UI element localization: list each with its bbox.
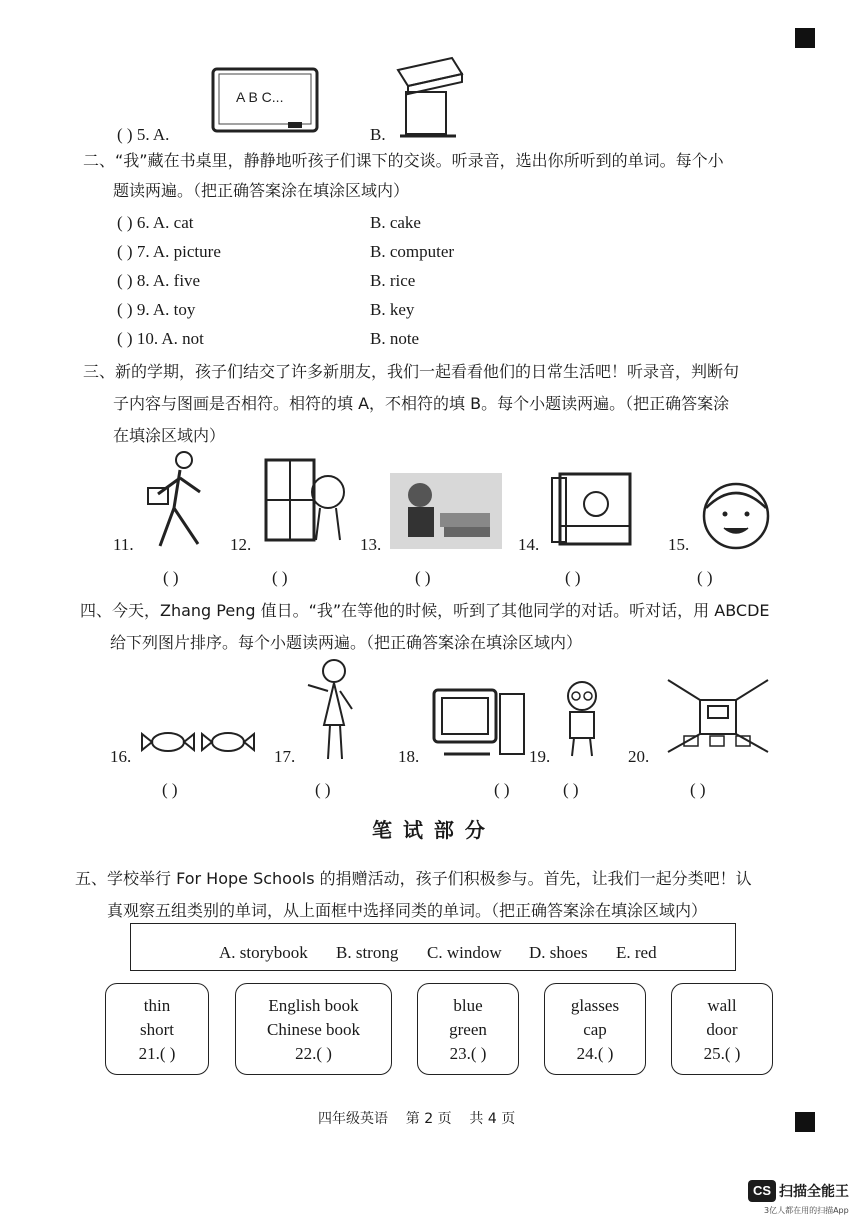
- walking-man-picture: [140, 448, 222, 552]
- q8-option-a: ( ) 8. A. five: [117, 271, 201, 290]
- q11-answer-blank[interactable]: ( ): [163, 568, 179, 587]
- teacher-picture: [300, 655, 370, 763]
- word-option-b: B. strong: [336, 943, 399, 962]
- q21-answer-blank[interactable]: 21.( ): [138, 1044, 176, 1063]
- word-bank-box: [130, 923, 736, 971]
- word-option-a: A. storybook: [219, 943, 308, 962]
- q17-number: 17.: [274, 747, 296, 766]
- q16-number: 16.: [110, 747, 132, 766]
- written-section-title: 笔 试 部 分: [372, 818, 487, 842]
- section3-heading-line2: 子内容与图画是否相符。相符的填 A，不相符的填 B。每个小题读两遍。（把正确答案涂: [113, 394, 730, 413]
- q9-option-a: ( ) 9. A. toy: [117, 300, 196, 319]
- section3-heading-line1: 三、新的学期，孩子们结交了许多新朋友，我们一起看看他们的日常生活吧！听录音，判断句: [83, 362, 740, 381]
- q13-number: 13.: [360, 535, 382, 554]
- q15-answer-blank[interactable]: ( ): [697, 568, 713, 587]
- category-box-21: [105, 983, 209, 1075]
- board-text: A B C...: [236, 89, 284, 105]
- corner-marker-bottom: [795, 1112, 815, 1132]
- q12-answer-blank[interactable]: ( ): [272, 568, 288, 587]
- q10-option-a: ( ) 10. A. not: [117, 329, 204, 348]
- section5-heading-line1: 五、学校举行 For Hope Schools 的捐赠活动，孩子们积极参与。首先，让我们一起分类吧！认: [75, 869, 752, 888]
- section4-heading-line1: 四、今天，Zhang Peng 值日。“我”在等他的时候，听到了其他同学的对话。听对话，用 ABCDE: [80, 601, 770, 620]
- q14-number: 14.: [518, 535, 540, 554]
- page-footer: 四年级英语 第 2 页 共 4 页: [318, 1111, 516, 1127]
- q18-answer-blank[interactable]: ( ): [494, 780, 510, 799]
- q7-option-a: ( ) 7. A. picture: [117, 242, 221, 261]
- camscanner-name: 扫描全能王: [779, 1184, 849, 1200]
- q11-number: 11.: [113, 535, 134, 554]
- q20-number: 20.: [628, 747, 650, 766]
- q5-option-b: B.: [370, 125, 386, 144]
- blackboard-picture: [210, 66, 320, 136]
- word-option-d: D. shoes: [529, 943, 588, 962]
- smiling-face-picture: [698, 478, 774, 550]
- q24-answer-blank[interactable]: 24.( ): [576, 1044, 614, 1063]
- section4-heading-line2: 给下列图片排序。每个小题读两遍。（把正确答案涂在填涂区域内）: [110, 633, 583, 652]
- category-word: Chinese book: [266, 1020, 361, 1039]
- camscanner-logo: CS: [748, 1180, 776, 1202]
- q6-option-b: B. cake: [370, 213, 421, 232]
- q17-answer-blank[interactable]: ( ): [315, 780, 331, 799]
- category-word: English book: [268, 996, 359, 1015]
- q13-answer-blank[interactable]: ( ): [415, 568, 431, 587]
- q10-option-b: B. note: [370, 329, 420, 348]
- q12-number: 12.: [230, 535, 252, 554]
- boy-books-picture: [390, 473, 502, 549]
- lectern-picture: [390, 52, 465, 140]
- q20-answer-blank[interactable]: ( ): [690, 780, 706, 799]
- word-option-c: C. window: [427, 943, 502, 962]
- section2-heading-line2: 题读两遍。（把正确答案涂在填涂区域内）: [113, 181, 410, 200]
- section2-heading-line1: 二、“我”藏在书桌里，静静地听孩子们课下的交谈。听录音，选出你所听到的单词。每个小: [83, 151, 724, 170]
- category-word: wall: [707, 996, 737, 1015]
- category-box-24: [544, 983, 646, 1075]
- category-box-23: [417, 983, 519, 1075]
- q23-answer-blank[interactable]: 23.( ): [449, 1044, 487, 1063]
- q25-answer-blank[interactable]: 25.( ): [703, 1044, 741, 1063]
- computer-picture: [430, 684, 530, 760]
- category-word: cap: [583, 1020, 607, 1039]
- q18-number: 18.: [398, 747, 420, 766]
- category-word: green: [449, 1020, 487, 1039]
- category-box-22: [235, 983, 392, 1075]
- word-option-e: E. red: [616, 943, 657, 962]
- q16-answer-blank[interactable]: ( ): [162, 780, 178, 799]
- category-word: blue: [453, 996, 483, 1015]
- section3-heading-line3: 在填涂区域内）: [113, 426, 226, 445]
- category-word: door: [706, 1020, 738, 1039]
- category-word: thin: [143, 996, 171, 1015]
- section5-heading-line2: 真观察五组类别的单词，从上面框中选择同类的单词。（把正确答案涂在填涂区域内）: [107, 901, 708, 920]
- q5-question: ( ) 5. A.: [117, 125, 170, 144]
- q9-option-b: B. key: [370, 300, 415, 319]
- corner-marker-top: [795, 28, 815, 48]
- q19-answer-blank[interactable]: ( ): [563, 780, 579, 799]
- girl-window-picture: [262, 456, 354, 548]
- candy-picture: [140, 728, 258, 758]
- q8-option-b: B. rice: [370, 271, 416, 290]
- q15-number: 15.: [668, 535, 690, 554]
- q6-option-a: ( ) 6. A. cat: [117, 213, 194, 232]
- category-word: glasses: [570, 996, 620, 1015]
- q22-answer-blank[interactable]: 22.( ): [295, 1044, 332, 1063]
- camscanner-subtitle: 3亿人都在用的扫描App: [764, 1206, 849, 1215]
- q19-number: 19.: [529, 747, 551, 766]
- category-word: short: [140, 1020, 174, 1039]
- q14-answer-blank[interactable]: ( ): [565, 568, 581, 587]
- category-box-25: [671, 983, 773, 1075]
- q7-option-b: B. computer: [370, 242, 455, 261]
- boy-glasses-picture: [556, 676, 608, 760]
- boy-window-picture: [550, 470, 640, 550]
- classroom-picture: [664, 676, 772, 756]
